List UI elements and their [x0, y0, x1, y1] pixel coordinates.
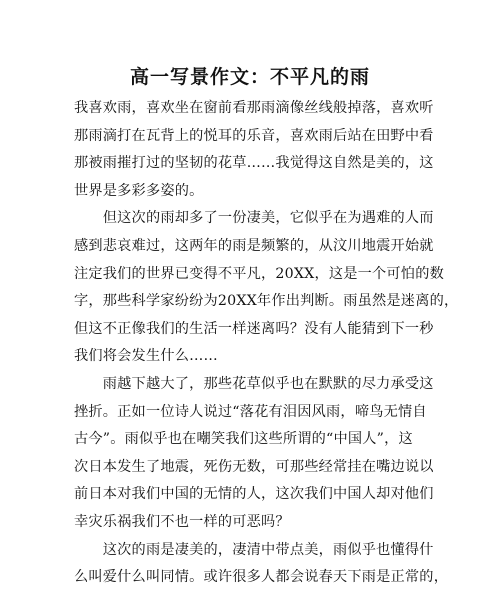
text-line: 挫折。正如一位诗人说过“落花有泪因风雨，啼鸟无情自: [74, 403, 427, 420]
text-line: 那被雨摧打过的坚韧的花草……我觉得这自然是美的，这: [74, 155, 434, 172]
text-line: 幸灾乐祸我们不也一样的可恶吗？: [74, 513, 290, 530]
text-line: 注定我们的世界已变得不平凡，20XX，这是一个可怕的数: [74, 265, 444, 282]
text-line: 但这不正像我们的生活一样迷离吗？没有人能猜到下一秒: [74, 320, 434, 337]
text-line: 世界是多彩多姿的。: [74, 182, 204, 199]
text-line: 我们将会发生什么……: [74, 348, 218, 365]
text-line: 古今”。雨似乎也在嘲笑我们这些所谓的“中国人”，这: [74, 431, 413, 448]
text-line: 我喜欢雨，喜欢坐在窗前看那雨滴像丝线般掉落，喜欢听: [74, 100, 434, 116]
text-line: 感到悲哀难过，这两年的雨是频繁的，从汶川地震开始就: [74, 237, 434, 254]
text-line: 字，那些科学家纷纷为20XX年作出判断。雨虽然是迷离的，: [74, 293, 459, 310]
text-line: 前日本对我们中国的无情的人，这次我们中国人却对他们: [74, 486, 434, 503]
essay-body: [74, 95, 459, 592]
text-line: 雨越下越大了，那些花草似乎也在默默的尽力承受这: [74, 375, 434, 392]
text-line: 这次的雨是凄美的，凄清中带点美，雨似乎也懂得什: [74, 541, 434, 558]
text-line: 么叫爱什么叫同情。或许很多人都会说春天下雨是正常的，: [74, 569, 449, 586]
text-line: 次日本发生了地震，死伤无数，可那些经常挂在嘴边说以: [74, 458, 434, 475]
text-line: 那雨滴打在瓦背上的悦耳的乐音，喜欢雨后站在田野中看: [74, 127, 434, 144]
page-title: 高一写景作文：不平凡的雨: [129, 66, 370, 88]
text-line: 但这次的雨却多了一份凄美，它似乎在为遇难的人而: [74, 210, 434, 227]
